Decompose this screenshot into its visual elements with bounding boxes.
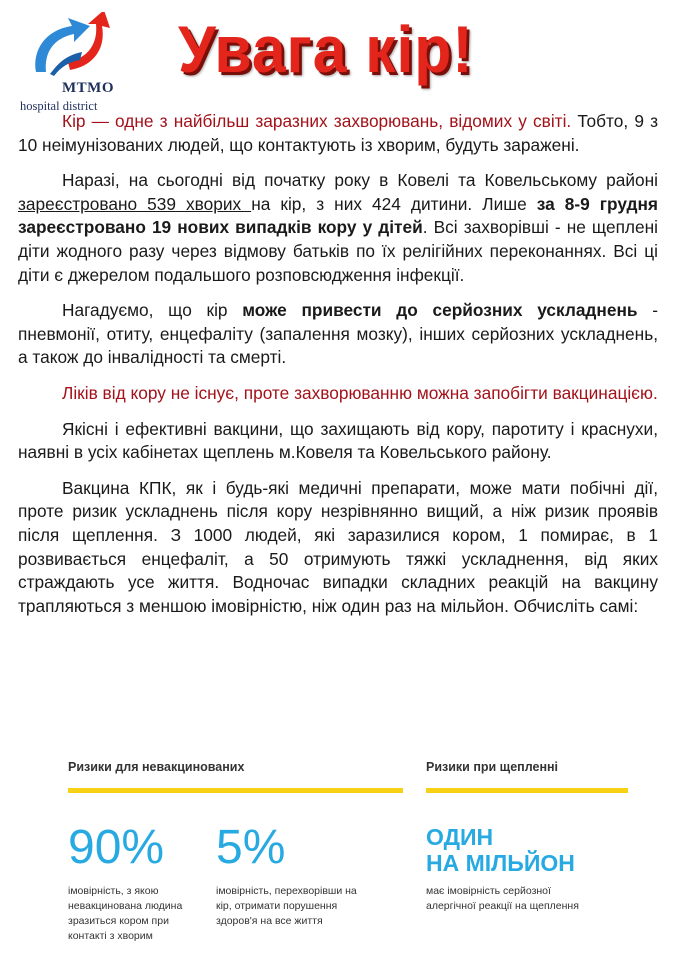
- stat-90-value: 90%: [68, 821, 165, 874]
- p2-underlined: зареєстровано 539 хворих: [18, 193, 252, 214]
- logo-subtitle: hospital district: [20, 99, 98, 113]
- unvaccinated-bar: [68, 788, 403, 793]
- unvaccinated-heading: Ризики для невакцинованих: [68, 760, 245, 774]
- p2-bold: за 8-9 грудня зареєстровано 19 нових випадків кору у дітей: [18, 193, 658, 238]
- logo-arrows-icon: [24, 12, 124, 82]
- p3-text-2: - пневмонії, отиту, енцефаліту (запалення мозку), інших серйозних ускладнень, а також до інвалідності та смерті.: [18, 300, 658, 368]
- stat-5-text: імовірність, перехворівши на кір, отримати порушення здоров'я на все життя: [216, 885, 357, 927]
- paragraph-2: [18, 169, 658, 287]
- p2-text-2: на кір, з них 424 дитини. Лише: [251, 193, 537, 214]
- vaccinated-bar: [426, 788, 628, 793]
- p2-text-3: . Всі захворівші - не щеплені діти жодного разу через відмову батьків по їх релігійних переконаннях. Всі ці діти є джерелом подальшого розповсюдження інфекції.: [18, 217, 658, 285]
- paragraph-4: Ліків від кору не існує, проте захворюванню можна запобігти вакцинацією.: [62, 382, 658, 403]
- page-title: Увага кір!: [178, 12, 474, 86]
- logo-name: MTMO: [62, 80, 114, 96]
- paragraph-6: Вакцина КПК, як і будь-які медичні препарати, може мати побічні дії, проте ризик ускладнень після кору незрівнянно вищий, а ніж ризик проявів після щеплення. З 1000 людей, які заразилися кором, 1 помирає, в 1 розвивається енцефаліт, а 50 отримують тяжкі ускладнення, від яких страждають усе життя. Водночас випадки складних реакцій на вакцину трапляються з меншою імовірністю, ніж один раз на мільйон. Обчисліть самі:: [18, 477, 658, 616]
- risk-infographic: [68, 760, 628, 950]
- p3-bold: може привести до серйозних ускладнень: [242, 300, 638, 321]
- stat-5-value: 5%: [216, 821, 286, 874]
- header: [0, 0, 676, 113]
- stat-one-line1: ОДИН: [426, 824, 494, 850]
- p3-text-1: Нагадуємо, що кір: [62, 300, 243, 321]
- paragraph-1: [18, 110, 658, 157]
- hospital-logo: [18, 12, 148, 112]
- stat-one-text: має імовірність серйозної алергічної реакції на щеплення: [426, 885, 579, 912]
- p1-highlight: Кір — одне з найбільш заразних захворювань, відомих у світі.: [62, 111, 572, 131]
- stat-one-line2: НА МІЛЬЙОН: [426, 850, 575, 876]
- paragraph-3: [18, 299, 658, 370]
- paragraph-5: Якісні і ефективні вакцини, що захищають від кору, паротиту і краснухи, наявні в усіх кабінетах щеплень м.Ковеля та Ковельського району.: [18, 418, 658, 463]
- p2-text-1: Наразі, на сьогодні від початку року в Ковелі та Ковельському районі: [62, 170, 658, 191]
- stat-90-text: імовірність, з якою невакцинована людина зразиться кором при контакті з хворим: [68, 885, 183, 942]
- vaccinated-heading: Ризики при щепленні: [426, 760, 559, 774]
- article-body: [18, 110, 658, 630]
- p1-text: Тобто, 9 з 10 неімунізованих людей, що контактують із хворим, будуть заражені.: [18, 111, 658, 155]
